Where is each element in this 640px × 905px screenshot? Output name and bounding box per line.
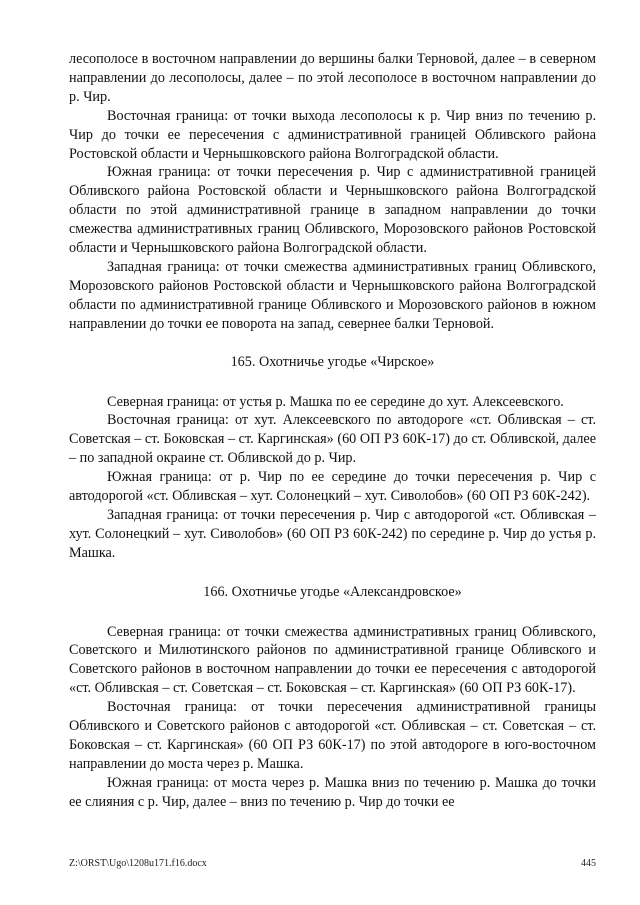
paragraph-east-border-166: Восточная граница: от точки пересечения административной границы Обливского и Советского районов с автодорогой «ст. Обливская – ст. Советская – ст. Боковская – ст. Каргинская» (60 ОП РЗ 60К-17) по этой автодороге в юго-восточном направлении до моста через р. Машка.	[69, 699, 596, 772]
paragraph-south-border-164: Южная граница: от точки пересечения р. Чир с административной границей Обливского района Ростовской области и Чернышковского района Волгоградской области по этой административной границе в западном направлении до точки смежества административных границ Обливского, Морозовского районов Ростовской области и Чернышковского района Волгоградской области.	[69, 164, 596, 257]
footer-file-path: Z:\ORST\Ugo\1208u171.f16.docx	[69, 858, 207, 869]
paragraph-west-border-165: Западная граница: от точки пересечения р. Чир с автодорогой «ст. Обливская – хут. Солонецкий – хут. Сиволобов» (60 ОП РЗ 60К-242) по середине р. Чир до устья р. Машка.	[69, 506, 596, 561]
paragraph-south-border-166: Южная граница: от моста через р. Машка вниз по течению р. Машка до точки ее слияния с р. Чир, далее – вниз по течению р. Чир до точки ее	[69, 774, 596, 810]
paragraph-east-border-165: Восточная граница: от хут. Алексеевского по автодороге «ст. Обливская – ст. Советская – ст. Боковская – ст. Каргинская» (60 ОП РЗ 60К-17) до ст. Обливской, далее – по западной окраине ст. Обливской до р. Чир.	[69, 412, 596, 467]
section-heading-166: 166. Охотничье угодье «Александровское»	[203, 583, 462, 600]
paragraph-south-border-165: Южная граница: от р. Чир по ее середине до точки пересечения р. Чир с автодорогой «ст. Обливская – хут. Солонецкий – хут. Сиволобов» (60 ОП РЗ 60К-242).	[69, 469, 596, 505]
document-page	[69, 50, 596, 812]
paragraph-east-border-164: Восточная граница: от точки выхода лесополосы к р. Чир вниз по течению р. Чир до точки ее пересечения с административной границей Обливского района Ростовской области и Чернышковского района Волгоградской области.	[69, 107, 596, 162]
paragraph-west-border-164: Западная граница: от точки смежества административных границ Обливского, Морозовского районов Ростовской области и Чернышковского района Волгоградской области по административной границе Обливского и Морозовского районов в южном направлении до точки ее поворота на запад, севернее балки Терновой.	[69, 258, 596, 332]
paragraph-continuation: лесополосе в восточном направлении до вершины балки Терновой, далее – в северном направлении до лесополосы, далее – по этой лесополосе в восточном направлении до р. Чир.	[69, 51, 596, 105]
section-heading-165: 165. Охотничье угодье «Чирское»	[230, 353, 435, 370]
paragraph-north-border-165: Северная граница: от устья р. Машка по ее середине до хут. Алексеевского.	[107, 393, 564, 410]
paragraph-north-border-166: Северная граница: от точки смежества административных границ Обливского, Советского и Милютинского районов по административной границе Обливского и Советского районов в восточном направлении до точки ее пересечения с автодорогой «ст. Обливская – ст. Советская – ст. Боковская – ст. Каргинская» (60 ОП РЗ 60К-17).	[69, 623, 596, 697]
footer-page-number: 445	[581, 858, 596, 869]
